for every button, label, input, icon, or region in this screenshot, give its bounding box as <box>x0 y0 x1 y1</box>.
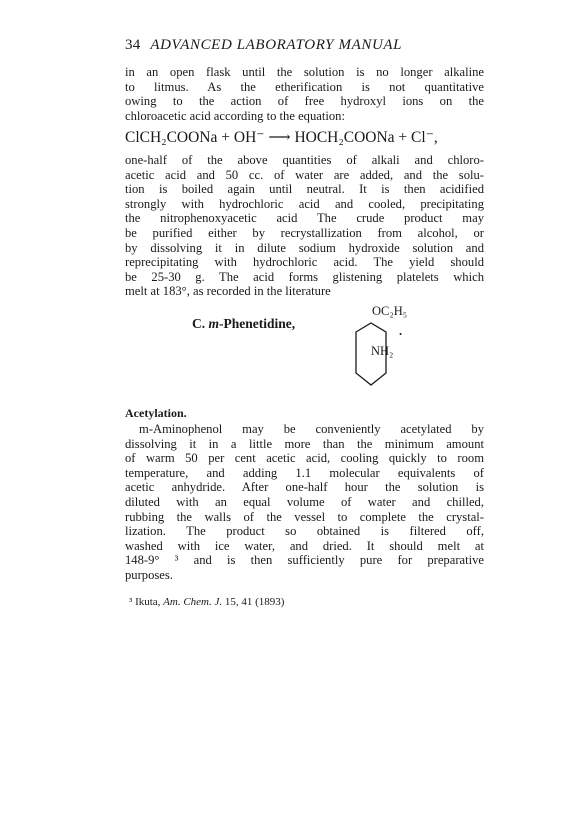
text-line: by dissolving it in dilute sodium hydroxide solution and <box>125 240 484 255</box>
footnote-author: Ikuta, <box>135 596 161 608</box>
equation-arrow: ⟶ <box>268 129 291 146</box>
page-header <box>125 37 402 54</box>
text-line: one-half of the above quantities of alkali and chloro- <box>125 153 484 167</box>
text-line: acetic anhydride. After one-half hour the solution is <box>125 480 484 495</box>
paragraph-etherification <box>125 65 484 123</box>
text-line: strongly with hydrochloric acid and cooled, precipitating <box>125 196 484 211</box>
text-line: melt at 183°, as recorded in the literature <box>125 284 331 299</box>
text-line: to litmus. As the etherification is not quantitative <box>125 79 484 94</box>
text-line: be 25-30 g. The acid forms glistening platelets which <box>125 269 484 284</box>
text-line: chloroacetic acid according to the equation: <box>125 108 345 123</box>
text-line: diluted with an equal volume of water and chilled, <box>125 494 484 509</box>
page-number: 34 <box>125 37 141 53</box>
footnote <box>129 596 284 608</box>
text-line: in an open flask until the solution is no longer alkaline <box>125 65 484 79</box>
section-heading <box>192 316 295 332</box>
text-line: dissolving it in a little more than the minimum amount <box>125 436 484 451</box>
substituent-bottom: NH₂ <box>371 344 394 358</box>
section-prefix: m <box>208 316 220 331</box>
trailing-mark: . <box>399 324 403 338</box>
text-line: owing to the action of free hydroxyl ions on the <box>125 94 484 109</box>
text-line: purposes. <box>125 567 173 582</box>
running-title: ADVANCED LABORATORY MANUAL <box>150 37 403 53</box>
text-line: be purified either by recrystallization from alcohol, or <box>125 225 484 240</box>
footnote-citation: 15, 41 (1893) <box>224 596 285 608</box>
text-line: tion is boiled again until neutral. It is then acidified <box>125 182 484 197</box>
chemical-equation <box>125 128 484 147</box>
text-line: acetic acid and 50 cc. of water are added, and the solu- <box>125 167 484 182</box>
text-line: temperature, and adding 1.1 molecular equivalents of <box>125 465 484 480</box>
text-line: of warm 50 per cent acetic acid, cooling quickly to room <box>125 451 484 466</box>
subheading: Acetylation. <box>125 406 187 420</box>
benzene-structure <box>335 304 425 398</box>
text-line: rubbing the walls of the vessel to complete the crystal- <box>125 509 484 524</box>
substituent-top: OC₂H₅ <box>372 304 408 318</box>
footnote-journal: Am. Chem. J. <box>163 596 223 608</box>
paragraph-procedure <box>125 153 484 299</box>
equation-left: ClCH₂COONa + OH⁻ <box>125 129 265 146</box>
text-line: m-Aminophenol may be conveniently acetylated by <box>139 422 484 436</box>
text-line: reprecipitating with hydrochloric acid. The yield should <box>125 255 484 270</box>
text-line: the nitrophenoxyacetic acid The crude product may <box>125 211 484 226</box>
text-line: 148-9° ³ and is then sufficiently pure for preparative <box>125 553 484 568</box>
paragraph-acetylation <box>125 422 484 583</box>
section-name: -Phenetidine, <box>219 316 296 331</box>
footnote-marker: ³ <box>129 596 133 608</box>
text-line: lization. The product so obtained is filtered off, <box>125 524 484 539</box>
section-letter: C. <box>192 316 206 331</box>
equation-right: HOCH₂COONa + Cl⁻, <box>294 129 438 146</box>
text-line: washed with ice water, and dried. It should melt at <box>125 538 484 553</box>
